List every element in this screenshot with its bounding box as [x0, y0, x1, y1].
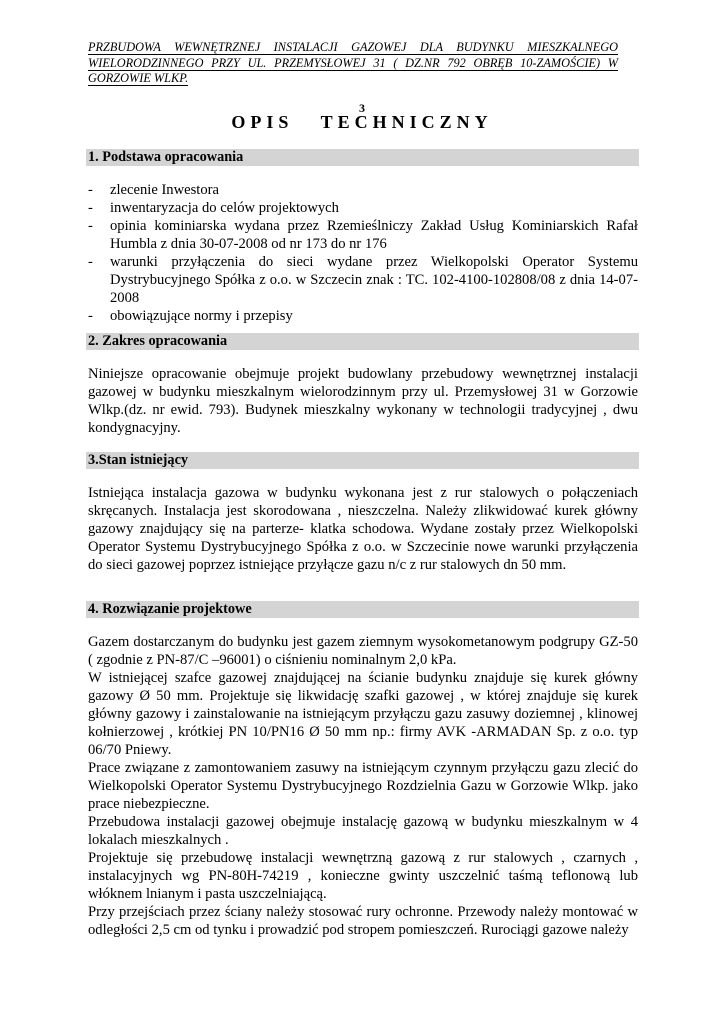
list-item: - opinia kominiarska wydana przez Rzemieślniczy Zakład Usług Kominiarskich Rafał Humbla z dnia 30-07-2008 od nr 173 do nr 176: [88, 218, 638, 252]
section-1-list: [88, 181, 638, 325]
paragraph: Projektuje się przebudowę instalacji wewnętrzną gazową z rur stalowych , czarnych , instalacyjnych wg PN-80H-74219 , konieczne gwinty uszczelnić taśmą teflonową lub włóknem lnianym i pasta uszczelniającą.: [88, 850, 638, 902]
paragraph: Prace związane z zamontowaniem zasuwy na istniejącym czynnym przyłączu gazu zlecić do Wielkopolski Operator Systemu Dystrybucyjnego Rozdzielnia Gazu w Gorzowie Wlkp. jako prace niebezpieczne.: [88, 760, 638, 812]
paragraph: Gazem dostarczanym do budynku jest gazem ziemnym wysokometanowym podgrupy GZ-50 ( zgodnie z PN-87/C –96001) o ciśnieniu nominalnym 2,0 kPa.: [88, 634, 638, 668]
project-header: [88, 40, 618, 87]
section-3-text: Istniejąca instalacja gazowa w budynku wykonana jest z rur stalowych o połączeniach skręcanych. Instalacja jest skorodowana , nieszczelna. Należy zlikwidować kurek główny gazowy znajdujący się na parterze- klatka schodowa. Wydane zostały przez Wielkopolski Operator Systemu Dystrybucyjnego Spółka z o.o. w Szczecinie nowe warunki przyłączenia do sieci gazowej poprzez istniejące przyłącze gazu n/c z rur stalowych dn 50 mm.: [88, 485, 638, 573]
section-2-text: Niniejsze opracowanie obejmuje projekt budowlany przebudowy wewnętrznej instalacji gazowej w budynku mieszkalnym wielorodzinnym przy ul. Przemysłowej 31 w Gorzowie Wlkp.(dz. nr ewid. 793). Budynek mieszkalny wykonany w technologii tradycyjnej , dwu kondygnacyjny.: [88, 366, 638, 436]
paragraph: Przebudowa instalacji gazowej obejmuje instalację gazową w budynku mieszkalnym w 4 lokalach mieszkalnych .: [88, 814, 638, 848]
section-1-heading: 1. Podstawa opracowania: [86, 149, 639, 166]
paragraph: W istniejącej szafce gazowej znajdującej na ścianie budynku znajduje się kurek główny gazowy Ø 50 mm. Projektuje się likwidację szafki gazowej , w której znajduje się kurek główny gazowy i zainstalowanie na istniejącym przyłączu gazu zasuwy doziemnej , klinowej kołnierzowej , krótkiej PN 10/PN16 Ø 50 mm np.: firmy AVK -ARMADAN Sp. z o.o. typ 06/70 Pniewy.: [88, 670, 638, 758]
page-number: 3: [359, 101, 365, 115]
section-4-heading: 4. Rozwiązanie projektowe: [86, 601, 639, 618]
project-title: PRZBUDOWA WEWNĘTRZNEJ INSTALACJI GAZOWEJ DLA BUDYNKU MIESZKALNEGO WIELORODZINNEGO PRZY UL. PRZEMYSŁOWEJ 31 ( DZ.NR 792 OBRĘB 10-ZAMOŚCIE) W GORZOWIE WLKP.: [88, 40, 618, 85]
section-2-heading: 2. Zakres opracowania: [86, 333, 639, 350]
list-item: - warunki przyłączenia do sieci wydane przez Wielkopolski Operator Systemu Dystrybucyjnego Spółka z o.o. w Szczecin znak : TC. 102-4100-102808/08 z dnia 14-07-2008: [88, 254, 638, 306]
paragraph: Przy przejściach przez ściany należy stosować rury ochronne. Przewody należy montować w odległości 2,5 cm od tynku i prowadzić pod stropem pomieszczeń. Rurociągi gazowe należy: [88, 904, 638, 938]
list-item: - zlecenie Inwestora: [88, 182, 219, 198]
document-title: OPIS TECHNICZNY: [231, 112, 493, 132]
list-item: - inwentaryzacja do celów projektowych: [88, 200, 339, 216]
list-item: - obowiązujące normy i przepisy: [88, 308, 293, 324]
section-4-text: [88, 633, 638, 939]
section-3-heading: 3.Stan istniejący: [86, 452, 639, 469]
